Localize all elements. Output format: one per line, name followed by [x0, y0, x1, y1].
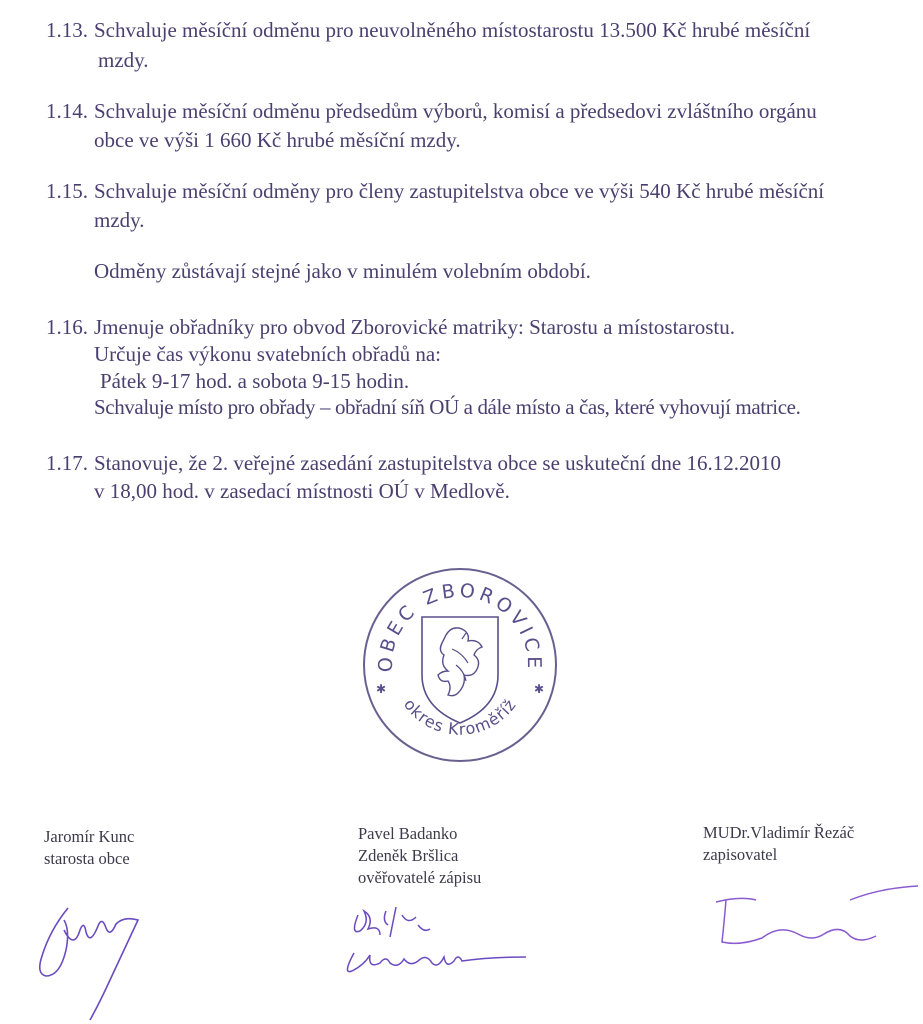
item-text-continued: v 18,00 hod. v zasedací místnosti OÚ v Medlově.	[94, 479, 510, 503]
resolution-1-16	[46, 313, 735, 341]
signatory-role: zapisovatel	[703, 845, 778, 864]
item-number: 1.16.	[46, 315, 88, 339]
item-text-continued: mzdy.	[94, 208, 145, 232]
signatory-mayor	[44, 826, 134, 870]
item-text-continued: obce ve výši 1 660 Kč hrubé měsíční mzdy.	[94, 128, 461, 152]
resolution-1-15	[46, 177, 824, 205]
item-text-continued: Pátek 9-17 hod. a sobota 9-15 hodin.	[100, 369, 410, 393]
recorder-signature	[700, 876, 923, 956]
item-text-continued: Určuje čas výkonu svatebních obřadů na:	[94, 342, 441, 366]
item-number: 1.13.	[46, 18, 88, 42]
star-icon: ✱	[534, 682, 545, 696]
signatory-role: ověřovatelé zápisu	[358, 868, 482, 887]
item-text: Schvaluje měsíční odměnu pro neuvolněného místostarostu 13.500 Kč hrubé měsíční	[94, 18, 811, 42]
item-text-continued: mzdy.	[98, 48, 149, 72]
signatory-name: Jaromír Kunc	[44, 827, 135, 846]
signatory-role: starosta obce	[44, 849, 130, 868]
item-text: Schvaluje měsíční odměny pro členy zastupitelstva obce ve výši 540 Kč hrubé měsíční	[94, 179, 825, 203]
signatory-name: Zdeněk Bršlica	[358, 846, 459, 865]
item-text: Jmenuje obřadníky pro obvod Zborovické matriky: Starostu a místostarostu.	[94, 315, 735, 339]
item-number: 1.17.	[46, 451, 88, 475]
stamp-bottom-text: okres Kroměříž	[399, 695, 521, 739]
coat-of-arms-icon	[422, 617, 498, 723]
item-note: Odměny zůstávají stejné jako v minulém volebním období.	[94, 259, 591, 283]
municipal-stamp	[360, 565, 560, 765]
stamp-top-text: OBEC ZBOROVICE	[374, 579, 546, 673]
signatory-name: Pavel Badanko	[358, 824, 458, 843]
verifiers-signature	[340, 895, 530, 985]
item-number: 1.14.	[46, 99, 88, 123]
signatory-recorder	[703, 822, 854, 866]
resolution-1-14	[46, 97, 817, 125]
item-number: 1.15.	[46, 179, 88, 203]
resolution-1-17	[46, 449, 781, 477]
star-icon: ✱	[376, 682, 387, 696]
signatory-verifiers	[358, 823, 481, 889]
signatory-name: MUDr.Vladimír Řezáč	[703, 823, 855, 842]
item-text-continued: Schvaluje místo pro obřady – obřadní síň OÚ a dále místo a čas, které vyhovují matrice.	[94, 395, 801, 419]
mayor-signature	[20, 890, 160, 1024]
item-text: Schvaluje měsíční odměnu předsedům výborů, komisí a předsedovi zvláštního orgánu	[94, 99, 817, 123]
item-text: Stanovuje, že 2. veřejné zasedání zastupitelstva obce se uskuteční dne 16.12.2010	[94, 451, 781, 475]
resolution-1-13	[46, 16, 810, 44]
